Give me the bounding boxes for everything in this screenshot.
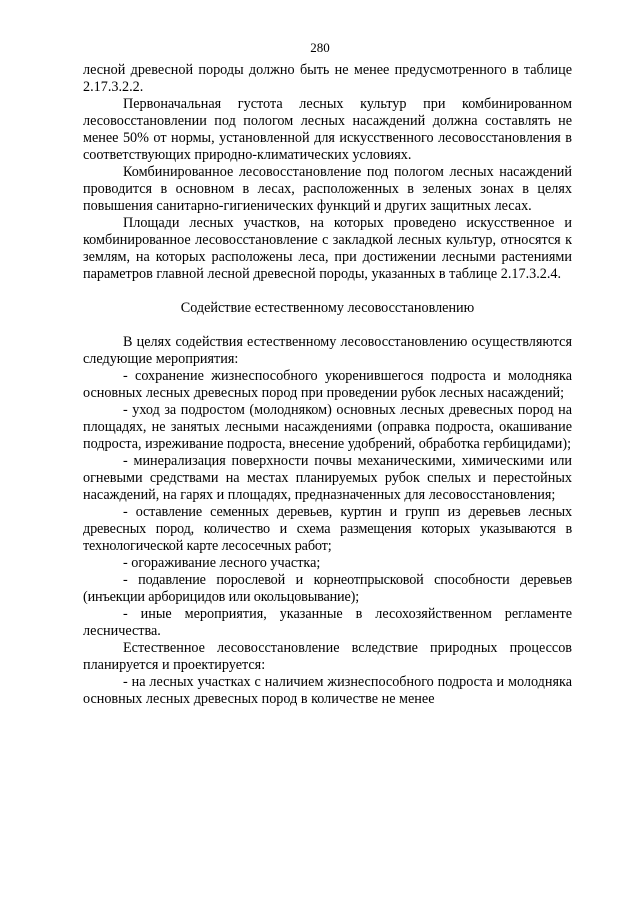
list-item: - иные мероприятия, указанные в лесохозяйственном регламенте лесничества. — [83, 606, 572, 639]
list-item: - уход за подростом (молодняком) основных лесных древесных пород на площадях, не занятых лесными насаждениями (оправка подроста, окашивание подроста, изреживание подроста, внесение удобрений, обработка гербицидами); — [83, 402, 572, 452]
list-item: - на лесных участках с наличием жизнеспособного подроста и молодняка основных лесных древесных пород в количестве не менее — [83, 674, 572, 707]
page-number: 280 — [310, 40, 330, 55]
section-heading: Содействие естественному лесовосстановлению — [180, 300, 475, 316]
list-item: - минерализация поверхности почвы механическими, химическими или огневыми средствами на местах планируемых рубок спелых и перестойных насаждений, на гарях и площадях, предназначенных для лесовосстановления; — [83, 453, 572, 503]
list-item: - сохранение жизнеспособного укоренившегося подроста и молодняка основных лесных древесных пород при проведении рубок лесных насаждений; — [83, 368, 572, 401]
page-body — [83, 62, 572, 708]
list-item: - подавление порослевой и корнеотпрысковой способности деревьев (инъекции арборицидов или окольцовывание); — [83, 572, 572, 605]
paragraph: В целях содействия естественному лесовосстановлению осуществляются следующие мероприятия: — [83, 334, 572, 367]
paragraph: Естественное лесовосстановление вследствие природных процессов планируется и проектируется: — [83, 640, 572, 673]
list-item: - огораживание лесного участка; — [123, 555, 321, 571]
paragraph: Площади лесных участков, на которых проведено искусственное и комбинированное лесовосстановление с закладкой лесных культур, относятся к землям, на которых расположены леса, при достижении лесными растениями параметров главной лесной древесной породы, указанных в таблице 2.17.3.2.4. — [83, 215, 572, 282]
paragraph: Комбинированное лесовосстановление под пологом лесных насаждений проводится в основном в лесах, расположенных в зеленых зонах в целях повышения санитарно-гигиенических функций и других защитных лесах. — [83, 164, 572, 214]
paragraph: лесной древесной породы должно быть не менее предусмотренного в таблице 2.17.3.2.2. — [83, 62, 572, 95]
list-item: - оставление семенных деревьев, куртин и групп из деревьев лесных древесных пород, количество и схема размещения которых указываются в технологической карте лесосечных работ; — [83, 504, 572, 554]
paragraph: Первоначальная густота лесных культур при комбинированном лесовосстановлении под пологом лесных насаждений должна составлять не менее 50% от нормы, установленной для искусственного лесовосстановления в соответствующих природно-климатических условиях. — [83, 96, 572, 163]
